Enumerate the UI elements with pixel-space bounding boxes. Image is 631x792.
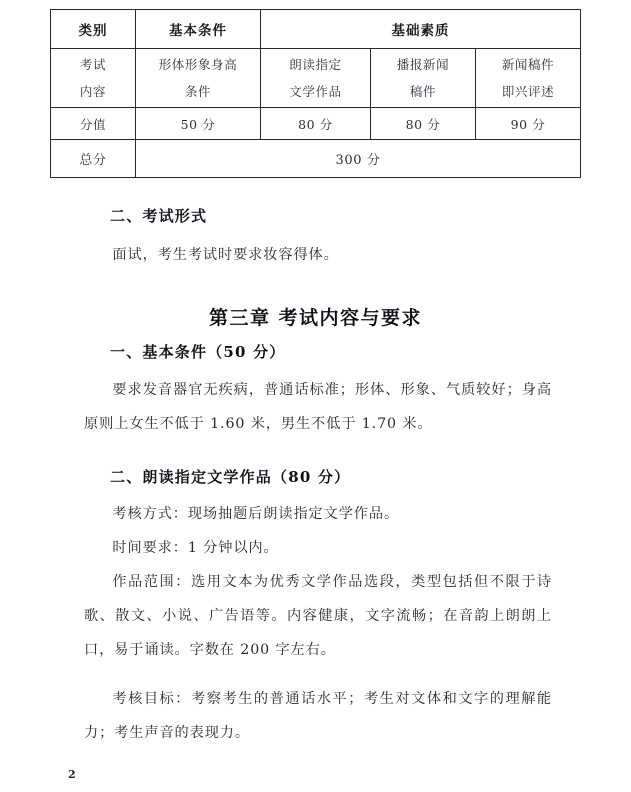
table-header-row xyxy=(51,10,581,49)
score-value-2: 80 分 xyxy=(261,108,371,140)
section-heading-exam-format: 二、考试形式 xyxy=(110,207,208,225)
score-value-3: 80 分 xyxy=(371,108,476,140)
total-row-value: 300 分 xyxy=(136,140,581,178)
score-value-1: 50 分 xyxy=(136,108,261,140)
table-cell-content-3 xyxy=(371,49,476,108)
table-row-score xyxy=(51,108,581,140)
exam-score-table-container xyxy=(50,9,580,178)
table-row xyxy=(51,49,581,108)
content-1-line1: 形体形象身高 xyxy=(158,57,238,72)
paragraph-reading-scope: 作品范围：选用文本为优秀文学作品选段，类型包括但不限于诗歌、散文、小说、广告语等。内容健康，文字流畅；在音韵上朗朗上口，易于诵读。字数在 200 字左右。 xyxy=(84,574,552,658)
chapter-heading: 第三章 考试内容与要求 xyxy=(208,307,423,329)
content-2-line2: 文学作品 xyxy=(289,84,342,99)
section-heading-reading-work: 二、朗读指定文学作品（80 分） xyxy=(110,468,351,486)
table-cell-content-4 xyxy=(476,49,581,108)
table-row-total xyxy=(51,140,581,178)
page-number: 2 xyxy=(68,768,76,781)
table-header-basic-condition: 基本条件 xyxy=(136,10,261,49)
table-header-category: 类别 xyxy=(51,10,136,49)
paragraph-reading-time: 时间要求：1 分钟以内。 xyxy=(112,540,279,556)
table-cell-content-1 xyxy=(136,49,261,108)
total-row-label: 总分 xyxy=(51,140,136,178)
content-4-line1: 新闻稿件 xyxy=(501,57,555,72)
table-cell-content-2 xyxy=(261,49,371,108)
table-cell-exam-content-label xyxy=(51,49,136,108)
exam-content-label-line2: 内容 xyxy=(79,84,107,99)
paragraph-exam-format: 面试，考生考试时要求妆容得体。 xyxy=(112,247,339,263)
content-1-line2: 条件 xyxy=(184,84,212,99)
content-3-line2: 稿件 xyxy=(409,84,437,99)
exam-content-label-line1: 考试 xyxy=(79,57,107,72)
exam-score-table xyxy=(50,9,581,178)
content-4-line2: 即兴评述 xyxy=(501,84,555,99)
content-3-line1: 播报新闻 xyxy=(396,57,450,72)
score-value-4: 90 分 xyxy=(476,108,581,140)
content-2-line1: 朗读指定 xyxy=(289,57,342,72)
paragraph-reading-method: 考核方式：现场抽题后朗读指定文学作品。 xyxy=(112,506,400,522)
paragraph-basic-condition: 要求发音器官无疾病，普通话标准；形体、形象、气质较好；身高原则上女生不低于 1.60 米，男生不低于 1.70 米。 xyxy=(84,382,552,432)
paragraph-reading-goal: 考核目标：考察考生的普通话水平；考生对文体和文字的理解能力；考生声音的表现力。 xyxy=(84,691,552,741)
table-header-basic-quality: 基础素质 xyxy=(261,10,581,49)
section-heading-basic-condition: 一、基本条件（50 分） xyxy=(110,343,286,361)
score-row-label: 分值 xyxy=(51,108,136,140)
